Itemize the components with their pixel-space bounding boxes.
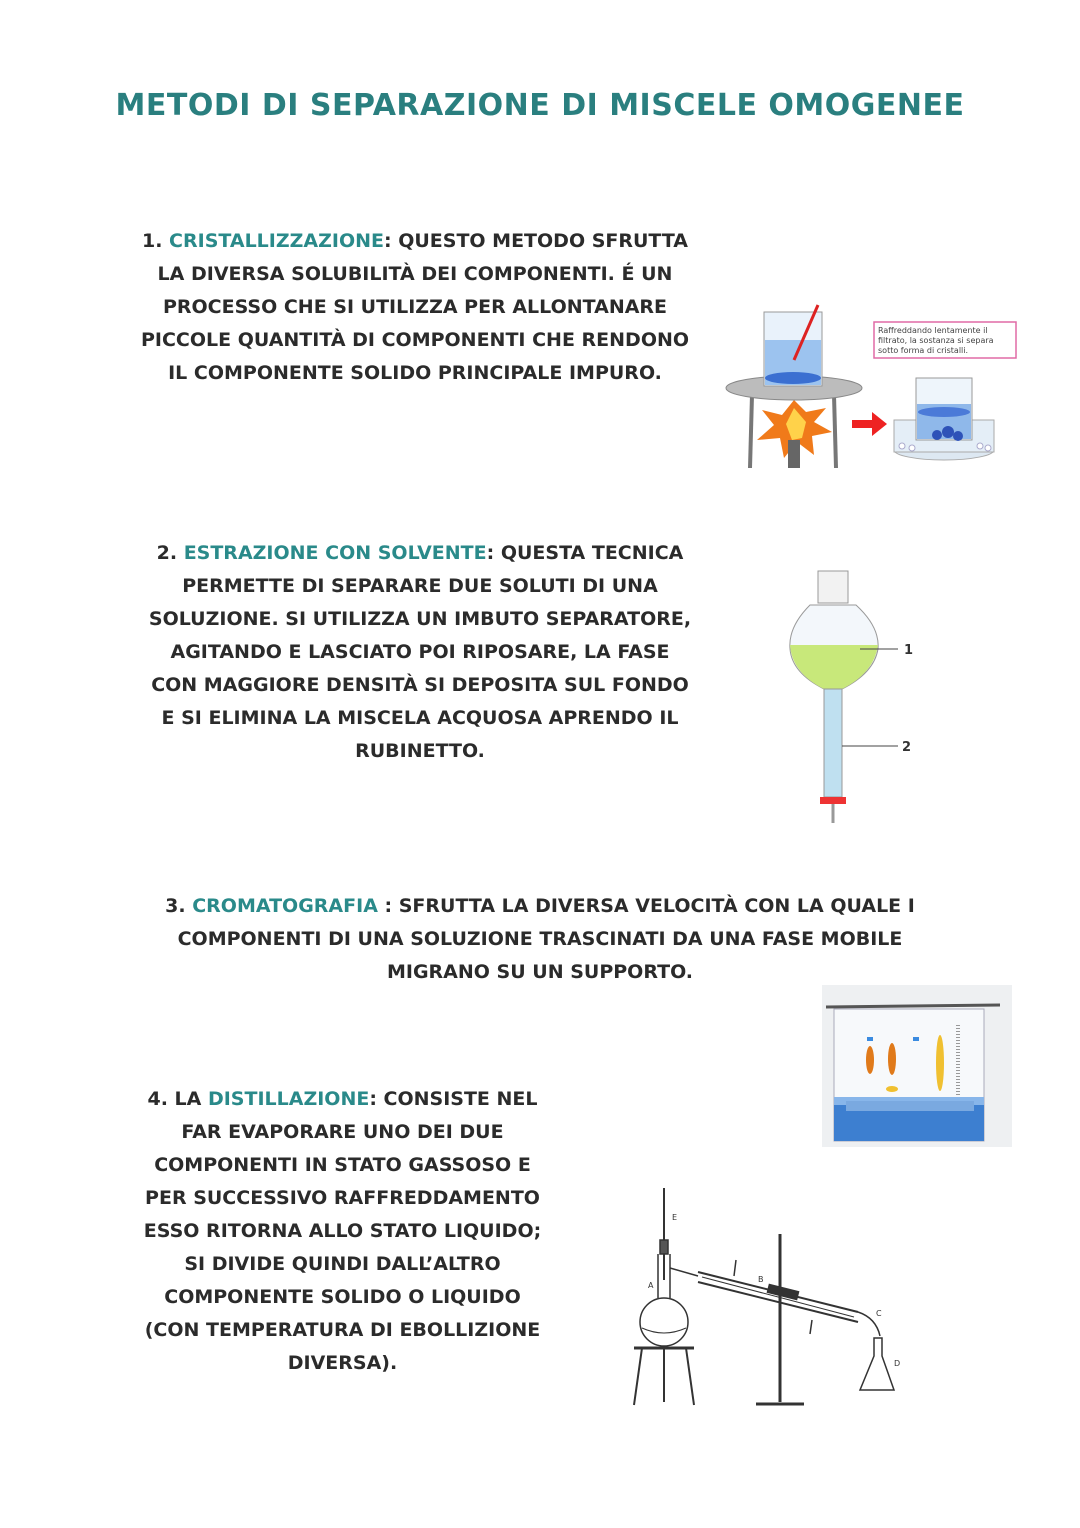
section-number: 2. bbox=[156, 542, 178, 564]
section-cristallizzazione bbox=[110, 225, 720, 390]
section-number: 1. bbox=[141, 230, 163, 252]
text-line: CON MAGGIORE DENSITÀ SI DEPOSITA SUL FONDO bbox=[151, 674, 689, 696]
text-line: SI DIVIDE QUINDI DALL’ALTRO bbox=[184, 1253, 501, 1275]
section-number: 3. bbox=[165, 895, 186, 917]
text-line: MIGRANO SU UN SUPPORTO. bbox=[386, 961, 694, 983]
distill-label-c: C bbox=[876, 1309, 882, 1318]
text-line: LA DIVERSA SOLUBILITÀ DEI COMPONENTI. É UN bbox=[157, 263, 673, 285]
funnel-label-2: 2 bbox=[902, 740, 912, 755]
funnel-label-1: 1 bbox=[904, 643, 914, 658]
text-line: COMPONENTE SOLIDO O LIQUIDO bbox=[164, 1286, 521, 1308]
text-line: PROCESSO CHE SI UTILIZZA PER ALLONTANARE bbox=[162, 296, 668, 318]
section-cromatografia bbox=[100, 890, 980, 989]
section-number: 4. LA bbox=[147, 1088, 202, 1110]
caption-line: Raffreddando lentamente il bbox=[878, 326, 988, 335]
keyword-distillazione: DISTILLAZIONE bbox=[207, 1088, 370, 1110]
section-estrazione bbox=[120, 537, 720, 768]
keyword-cristallizzazione: CRISTALLIZZAZIONE bbox=[169, 230, 384, 252]
distill-label-d: D bbox=[894, 1359, 901, 1368]
keyword-estrazione: ESTRAZIONE CON SOLVENTE bbox=[183, 542, 487, 564]
distill-label-a: A bbox=[648, 1281, 654, 1290]
chromatography-figure bbox=[822, 985, 1012, 1147]
page-title: METODI DI SEPARAZIONE DI MISCELE OMOGENEE bbox=[115, 88, 965, 123]
text-line: RUBINETTO. bbox=[355, 740, 485, 762]
text-line: : CONSISTE NEL bbox=[369, 1088, 538, 1110]
text-line: (CON TEMPERATURA DI EBOLLIZIONE bbox=[144, 1319, 541, 1341]
keyword-cromatografia: CROMATOGRAFIA bbox=[192, 895, 378, 917]
text-line: PER SUCCESSIVO RAFFREDDAMENTO bbox=[145, 1187, 540, 1209]
caption-line: filtrato, la sostanza si separa bbox=[878, 336, 994, 345]
distill-label-e: E bbox=[672, 1213, 678, 1222]
text-line: COMPONENTI IN STATO GASSOSO E bbox=[154, 1154, 531, 1176]
separatory-funnel-figure bbox=[780, 565, 940, 830]
text-line: E SI ELIMINA LA MISCELA ACQUOSA APRENDO IL bbox=[161, 707, 679, 729]
section-distillazione bbox=[110, 1083, 575, 1380]
text-line: : SFRUTTA LA DIVERSA VELOCITÀ CON LA QUALE I bbox=[377, 895, 915, 917]
text-line: PICCOLE QUANTITÀ DI COMPONENTI CHE RENDONO bbox=[140, 329, 690, 351]
text-line: : QUESTA TECNICA bbox=[486, 542, 684, 564]
text-line: COMPONENTI DI UNA SOLUZIONE TRASCINATI DA UNA FASE MOBILE bbox=[177, 928, 903, 950]
text-line: FAR EVAPORARE UNO DEI DUE bbox=[181, 1121, 504, 1143]
text-line: ESSO RITORNA ALLO STATO LIQUIDO; bbox=[143, 1220, 542, 1242]
text-line: IL COMPONENTE SOLIDO PRINCIPALE IMPURO. bbox=[168, 362, 662, 384]
text-line: AGITANDO E LASCIATO POI RIPOSARE, LA FASE bbox=[170, 641, 670, 663]
distill-label-b: B bbox=[758, 1275, 764, 1284]
text-line: PERMETTE DI SEPARARE DUE SOLUTI DI UNA bbox=[182, 575, 658, 597]
text-line: DIVERSA). bbox=[287, 1352, 398, 1374]
distillation-figure bbox=[628, 1180, 918, 1415]
text-line: : QUESTO METODO SFRUTTA bbox=[383, 230, 689, 252]
text-line: SOLUZIONE. SI UTILIZZA UN IMBUTO SEPARATORE, bbox=[148, 608, 692, 630]
caption-line: sotto forma di cristalli. bbox=[878, 346, 969, 355]
crystallization-figure bbox=[722, 300, 1022, 480]
